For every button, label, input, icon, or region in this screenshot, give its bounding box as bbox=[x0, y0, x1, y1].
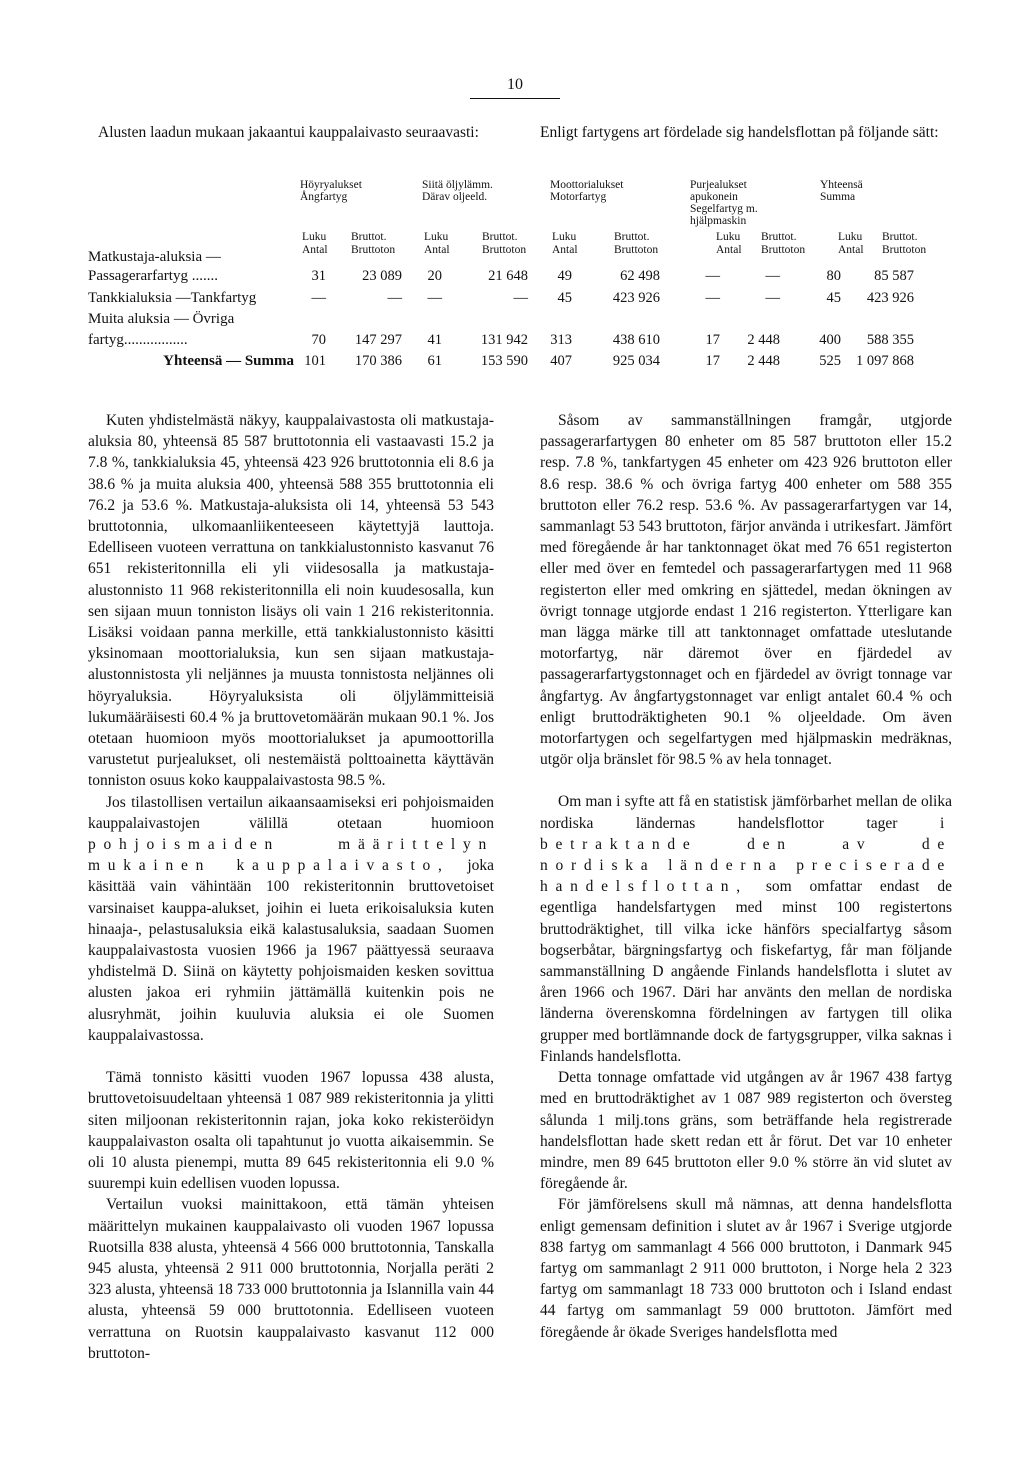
cell: 147 297 bbox=[354, 332, 402, 348]
cell: 61 bbox=[427, 353, 442, 369]
header-oil-fired: Siitä öljylämm. Därav oljeeld. bbox=[422, 179, 493, 203]
cell: 45 bbox=[826, 290, 841, 306]
subheader-tonnage: Bruttot. Bruttoton bbox=[351, 231, 396, 256]
cell: 423 926 bbox=[612, 290, 660, 306]
subheader-count: Luku Antal bbox=[716, 231, 742, 256]
cell: 17 bbox=[705, 353, 720, 369]
row-label-tanker: Tankkialuksia —Tankfartyg bbox=[88, 290, 257, 306]
header-sailing-ships: Purjealukset apukonein Segelfartyg m. hjälpmaskin bbox=[690, 179, 758, 227]
subheader-count: Luku Antal bbox=[424, 231, 450, 256]
row-label-passenger: Passagerarfartyg ....... bbox=[88, 268, 218, 284]
paragraph: Detta tonnage omfattade vid utgången av år 1967 438 fartyg med en bruttodräktighet av 1 087 989 registerton och översteg sålunda 1 milj.tons gräns, som beträffande hela registrerade handelsflottan hade skett redan ett år förut. Det var 10 enheter mindre, men 89 645 bruttoton eller 9.0 % större än vid slutet av föregående år. bbox=[540, 1069, 952, 1193]
cell: — bbox=[387, 290, 402, 306]
paragraph: Jos tilastollisen vertailun aikaansaamiseksi eri pohjoismaiden kauppalaivastojen välillä otetaan huomioon pohjoismaiden määrittelyn mukainen kauppalaivasto, joka käsittää vain vähintään 100 rekisteritonnin bruttovetoiset varsinaiset kauppa-alukset, joihin ei lueta erikoisaluksia kuten hinaaja-, pelastusaluksia eikä kalastusaluksia, saadaan Suomen kauppalaivastosta vuosien 1966 ja 1967 päättyessä seuraava yhdistelmä D. Siinä on käytetty pohjoismaiden kesken sovittua alusten jakoa eri ryhmiin jättämällä kuitenkin pois ne alusryhmät, joihin kuuluvia aluksia ei ole Suomen kauppalaivastossa. bbox=[88, 793, 494, 1044]
cell: 80 bbox=[826, 268, 841, 284]
subheader-count: Luku Antal bbox=[302, 231, 328, 256]
row-label-other: Muita aluksia — Övriga bbox=[88, 311, 235, 327]
cell: 313 bbox=[550, 332, 572, 348]
cell: 101 bbox=[304, 353, 326, 369]
cell: 400 bbox=[819, 332, 841, 348]
cell: 588 355 bbox=[866, 332, 914, 348]
subheader-count: Luku Antal bbox=[552, 231, 578, 256]
paragraph: Vertailun vuoksi mainittakoon, että tämän yhteisen määrittelyn mukainen kauppalaivasto oli vuoden 1967 lopussa Ruotsilla 838 alusta, yhteensä 4 566 000 bruttotonnia, Tanskalla 945 alusta, yhteensä 2 911 000 bruttotonnia, Norjalla peräti 2 323 alusta, yhteensä 18 733 000 bruttotonnia ja Islannilla vain 44 alusta, yhteensä 59 000 bruttotonnia. Edelliseen vuoteen verrattuna on Ruotsin kauppalaivasto kasvanut 112 000 bruttoton- bbox=[88, 1196, 494, 1362]
intro-finnish: Alusten laadun mukaan jakaantui kauppalaivasto seuraavasti: bbox=[98, 124, 479, 141]
cell: 1 097 868 bbox=[856, 353, 914, 369]
cell: 925 034 bbox=[612, 353, 660, 369]
emphasized-term: i betraktande den av de nordiska länderna preciserade handelsflottan, bbox=[540, 814, 952, 896]
cell: 20 bbox=[427, 268, 442, 284]
paragraph: För jämförelsens skull må nämnas, att denna handelsflotta enligt gemensam definition i slutet av år 1967 i Sverige utgjorde 838 fartyg om sammanlagt 4 566 000 bruttoton, i Danmark 945 fartyg om sammanlagt 2 911 000 bruttoton, i Norge hela 2 323 fartyg om sammanlagt 18 733 000 bruttoton och i Island endast 44 fartyg om sammanlagt 59 000 bruttoton. Jämfört med föregående år ökade Sveriges handelsflotta med bbox=[540, 1196, 952, 1341]
cell: 153 590 bbox=[480, 353, 528, 369]
swedish-column bbox=[540, 410, 952, 1343]
header-steamships: Höyryalukset Ångfartyg bbox=[300, 179, 362, 203]
cell: 131 942 bbox=[480, 332, 528, 348]
cell: — bbox=[765, 268, 780, 284]
row-label-total: Yhteensä — Summa bbox=[163, 353, 294, 369]
cell: 423 926 bbox=[866, 290, 914, 306]
finnish-column bbox=[88, 410, 494, 1364]
cell: 62 498 bbox=[620, 268, 660, 284]
emphasized-term: pohjoismaiden määrittelyn mukainen kauppalaivasto, bbox=[88, 836, 494, 875]
cell: 525 bbox=[819, 353, 841, 369]
paragraph: Kuten yhdistelmästä näkyy, kauppalaivastosta oli matkustaja-aluksia 80, yhteensä 85 587 bruttotonnia eli vastaavasti 15.2 ja 7.8 %, tankkialuksia 45, yhteensä 423 926 bruttotonnia eli 8.6 ja 38.6 % ja muita aluksia 400, yhteensä 588 355 bruttotonnia eli 76.2 ja 53.6 %. Matkustaja-aluksista oli 14, yhteensä 53 543 bruttotonnia, ulkomaanliikenteeseen käytettyjä lauttoja. Edelliseen vuoteen verrattuna on tankkialustonnisto kasvanut 76 651 rekisteritonnilla eli yli viidesosalla ja matkustaja-alustonnisto 11 968 rekisteritonnilla eli noin kuudesosalla, kun sen sijaan muun tonniston lisäys oli vain 1 216 rekisteritonnia. Lisäksi voidaan panna merkille, että tankkialustonnisto käsitti yksinomaan moottorialuksia, kun sen sijaan matkustaja-alustonnistosta yli neljännes ja muusta tonnistosta neljännes oli höyryaluksia. Höyryaluksista oli öljylämmitteisiä lukumääräisesti 60.4 % ja bruttovetomäärän mukaan 90.1 %. Jos otetaan huomioon myös moottorialukset ja apumoottorilla varustetut purjealukset, oli nestemäistä polttoainetta käyttävän tonniston osuus koko kauppalaivastosta 98.5 %. bbox=[88, 412, 494, 790]
cell: — bbox=[311, 290, 326, 306]
intro-swedish: Enligt fartygens art fördelade sig handelsflottan på följande sätt: bbox=[540, 124, 939, 141]
subheader-tonnage: Bruttot. Bruttoton bbox=[614, 231, 659, 256]
cell: 70 bbox=[311, 332, 326, 348]
cell: — bbox=[765, 290, 780, 306]
header-total: Yhteensä Summa bbox=[820, 179, 863, 203]
cell: 85 587 bbox=[874, 268, 914, 284]
cell: 170 386 bbox=[354, 353, 402, 369]
cell: 31 bbox=[311, 268, 326, 284]
subheader-tonnage: Bruttot. Bruttoton bbox=[482, 231, 527, 256]
cell: — bbox=[427, 290, 442, 306]
subheader-count: Luku Antal bbox=[838, 231, 864, 256]
subheader-tonnage: Bruttot. Bruttoton bbox=[761, 231, 806, 256]
cell: 49 bbox=[557, 268, 572, 284]
cell: 45 bbox=[557, 290, 572, 306]
cell: — bbox=[705, 268, 720, 284]
cell: — bbox=[513, 290, 528, 306]
paragraph: Såsom av sammanställningen framgår, utgjorde passagerarfartygen 80 enheter om 85 587 bruttoton eller 15.2 resp. 7.8 %, tankfartygen 45 enheter om 423 926 bruttoton eller 8.6 resp. 38.6 % och övriga fartyg 400 enheter om 588 355 bruttoton eller 76.2 resp. 53.6 %. Av passagerarfartygen var 14, sammanlagt 53 543 bruttoton, färjor använda i utrikesfart. Jämfört med föregående år har tanktonnaget ökat med 76 651 registerton eller med över en femtedel och passagerarfartygen med 11 968 registerton eller med omkring en sjättedel, medan ökningen av övrigt tonnage utgjorde endast 1 216 registerton. Ytterligare kan man lägga märke till att tanktonnaget omfattade uteslutande motorfartyg, när däremot över en fjärdedel av passagerarfartygstonnaget och en fjärdedel av övrigt tonnage var ångfartyg. Av ångfartygstonnaget var enligt antalet 60.4 % och enligt bruttodräktigheten 90.1 % oljeeldade. Om även motorfartygen och segelfartygen med hjälpmaskin medräknas, utgör olja bränslet för 98.5 % av hela tonnaget. bbox=[540, 412, 952, 769]
row-label-other-cont: fartyg................. bbox=[88, 332, 188, 348]
cell: 438 610 bbox=[612, 332, 660, 348]
cell: 17 bbox=[705, 332, 720, 348]
cell: 2 448 bbox=[747, 353, 780, 369]
paragraph: Om man i syfte att få en statistisk jämförbarhet mellan de olika nordiska ländernas handelsflottor tager i betraktande den av de nordiska länderna preciserade handelsflottan, som omfattar endast de egentliga handelsfartygen med minst 100 registertons bruttodräktighet, till vilka icke hänförs specialfartyg såsom bogserbåtar, bärgningsfartyg och fiskefartyg, får man följande sammanställning D angående Finlands handelsflotta i slutet av åren 1966 och 1967. Däri har använts den mellan de nordiska länderna överenskomna fördelningen av fartygen till olika grupper med bortlämnande dock de fartygsgrupper, vilka saknas i Finlands handelsflotta. bbox=[540, 793, 952, 1065]
paragraph: Tämä tonnisto käsitti vuoden 1967 lopussa 438 alusta, bruttovetoisuudeltaan yhteensä 1 087 989 rekisteritonnia ja ylitti siten miljoonan rekisteritonnin rajan, joka koko rekisteröidyn kauppalaivaston osalta oli tapahtunut jo vuotta aikaisemmin. Se oli 10 alusta pienempi, mutta 89 645 rekisteritonnia eli 9.0 % suurempi kuin edellisen vuoden lopussa. bbox=[88, 1069, 494, 1193]
cell: 21 648 bbox=[488, 268, 528, 284]
cell: 2 448 bbox=[747, 332, 780, 348]
cell: — bbox=[705, 290, 720, 306]
subheader-tonnage: Bruttot. Bruttoton bbox=[882, 231, 927, 256]
cell: 23 089 bbox=[362, 268, 402, 284]
header-motor-ships: Moottorialukset Motorfartyg bbox=[550, 179, 624, 203]
fleet-table bbox=[88, 176, 960, 376]
cell: 41 bbox=[427, 332, 442, 348]
page-number: 10 bbox=[470, 76, 560, 99]
cell: 407 bbox=[550, 353, 572, 369]
row-label-section: Matkustaja-aluksia — bbox=[88, 249, 221, 265]
